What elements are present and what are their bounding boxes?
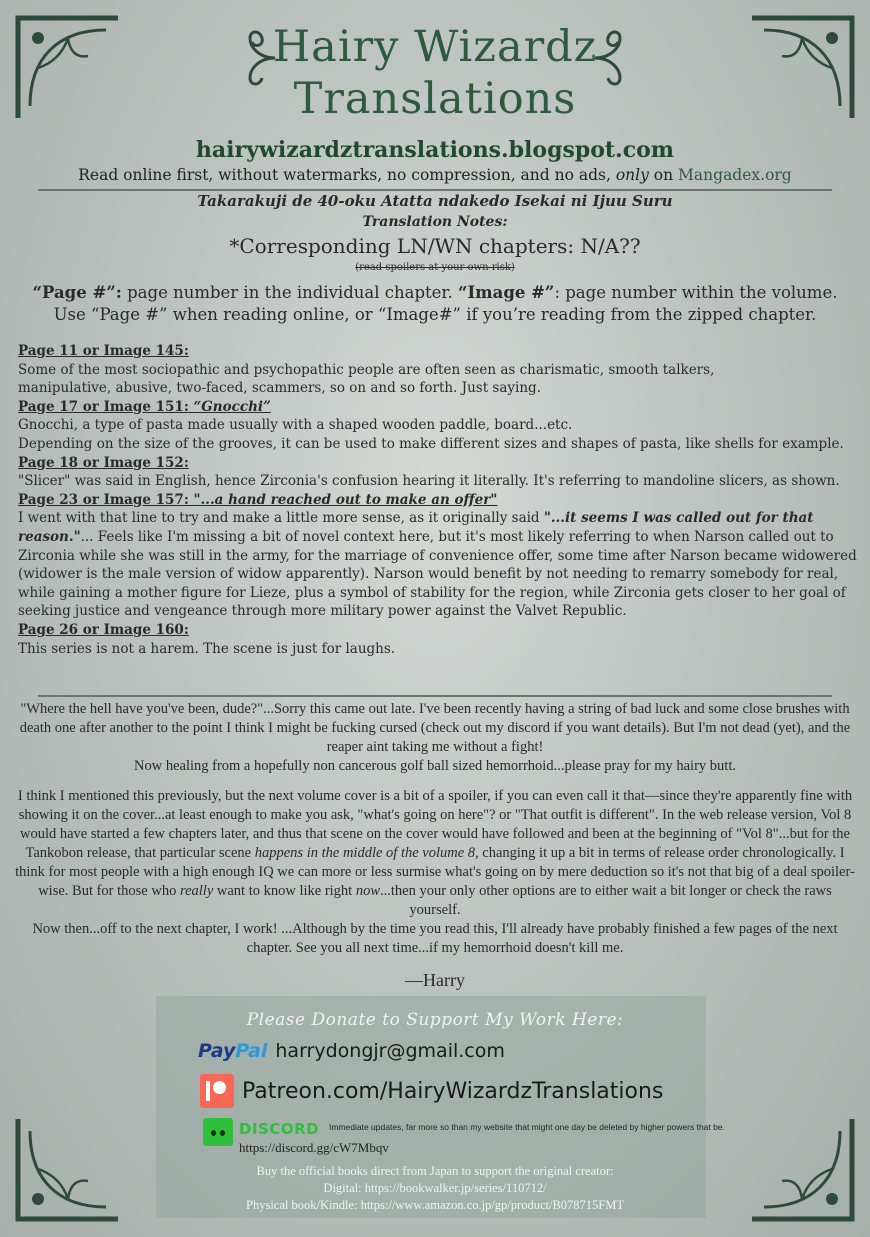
paypal-logo-b: Pal [235,1040,268,1062]
note-line: Depending on the size of the grooves, it can be used to make different sizes and shapes of pasta, like shells for example. [18,435,844,452]
letter-paragraph-2 [14,787,856,958]
signature: —Harry [405,970,465,990]
spoiler-warning: (read spoilers at your own risk) [355,262,515,273]
site-url-link[interactable]: hairywizardztranslations.blogspot.com [195,137,675,163]
note-line: Some of the most sociopathic and psychopathic people are often seen as charismatic, smooth talkers, [18,361,715,378]
note-heading [18,491,858,510]
letter-p1: "Where the hell have you've been, dude?"...Sorry this came out late. I've been recently having a string of bad luck and some close brushes with death one after another to the point I think I might be fucking cursed (check out my discord if you want details). But I'm not dead (yet), and the reaper aint taking me without a fight! [19,701,851,755]
image-label: “Image #” [457,283,555,302]
discord-row[interactable] [203,1118,723,1158]
discord-icon [203,1118,233,1146]
divider-middle [38,695,832,697]
patreon-icon [200,1074,234,1108]
letter-p2a: I think I mentioned this previously, but the next volume cover is a bit of a spoiler, if you can even call it that—since they're apparently fine with showing it on the cover...at least enough to make you ask, "what's going on here"? or "That outfit is different". In the web release version, Vol 8 would have started a few chapters later, and thus that scene on the cover would have followed and been at the beginning of "Vol 8"...but for the Tankobon release, that particular scene [17,788,853,861]
note-heading [18,621,858,640]
discord-note: Immediate updates, far more so than my website that might one day be deleted by higher powers that be. [329,1122,725,1132]
letter-p1b: Now healing from a hopefully non cancerous golf ball sized hemorrhoid...please pray for my hairy butt. [134,758,736,774]
read-online-line [0,166,870,184]
note4-post: ... Feels like I'm missing a bit of novel context here, but it's most likely referring to when Narson called out to Zirconia while she was still in the army, for the marriage of convenience offer, some time after Narson became widowered (widower is the male version of widow apparently). Narson would benefit by not needing to remarry somebody for real, while gaining a mother figure for Lieze, plus a symbol of stability for the region, while Zirconia gets closer to her goal of seeking justice and vengeance through more military power against the Valvet Republic. [18,528,857,620]
translation-notes [18,342,858,658]
discord-word: DISCORD [239,1120,320,1138]
note-line: This series is not a harem. The scene is just for laughs. [18,640,396,657]
patreon-link[interactable]: Patreon.com/HairyWizardzTranslations [242,1078,664,1104]
note-heading-quote: “Gnocchi” [193,398,271,415]
letter-p2b: , changing it up a bit in terms of release order chronologically. I think for most people with a high enough IQ we can more or less surmise what's going on by mere deduction so it's not that big of a deal spoiler-wise. But for those who [15,845,855,899]
note-heading-text: Page 17 or Image 151: [18,398,194,415]
read-online-text: Read online first, without watermarks, no compression, and no ads, [78,166,616,184]
note-line: manipulative, abusive, two-faced, scammers, so on and so forth. Just saying. [18,380,541,397]
note4-pre: I went with that line to try and make a little more sense, as it originally said [18,510,544,527]
image-text: : page number within the volume. [554,283,838,302]
page-definition [0,282,870,326]
buy-official-section [0,1163,870,1214]
header-title-line2: Translations [293,74,577,124]
note-heading [18,454,858,473]
read-online-on: on [648,166,679,184]
read-online-only: only [615,166,649,184]
divider-top [38,189,832,191]
letter-p3: Now then...off to the next chapter, I work! ...Although by the time you read this, I'll already have probably finished a few pages of the next chapter. See you all next time...if my hemorrhoid doesn't kill me. [32,921,838,956]
note-heading-text: Page 18 or Image 152: [18,454,189,471]
note-heading-text: Page 23 or Image 157: [18,491,194,508]
translation-notes-label: Translation Notes: [362,214,508,230]
header-title-line1: Hairy Wizardz [272,22,598,72]
note-paragraph [18,509,858,621]
amazon-link[interactable]: Physical book/Kindle: https://www.amazon.co.jp/gp/product/B078715FMT [246,1198,624,1212]
note-heading [18,398,858,417]
note-heading-quote: "...a hand reached out to make an offer" [193,491,498,508]
letter-p2d: ...then your only other options are to either wait a bit longer or check the raws yourself. [380,883,832,918]
donate-title: Please Donate to Support My Work Here: [246,1010,624,1030]
letter-p2-really: really [179,883,214,899]
series-title: Takarakuji de 40-oku Atatta ndakedo Isekai ni Ijuu Suru [197,192,673,210]
bookwalker-link[interactable]: Digital: https://bookwalker.jp/series/110712/ [323,1181,547,1195]
discord-link[interactable]: https://discord.gg/cW7Mbqv [239,1140,389,1155]
note-line: "Slicer" was said in English, hence Zirconia's confusion hearing it literally. It's referring to mandoline slicers, as shown. [18,473,840,490]
page-label: “Page #”: [32,283,122,302]
note-heading-text: Page 26 or Image 160: [18,621,189,638]
note-line: Gnocchi, a type of pasta made usually with a shaped wooden paddle, board...etc. [18,417,573,434]
page-def-line2: Use “Page #” when reading online, or “Image#” if you’re reading from the zipped chapter. [53,305,817,324]
letter-p2c: want to know like right [213,883,356,899]
page-text: page number in the individual chapter. [121,283,458,302]
buy-line1: Buy the official books direct from Japan to support the original creator: [256,1164,614,1178]
letter-p2-now: now [355,883,381,899]
translator-letter [14,700,856,969]
note4-quote: "...it seems I was called out for that reason." [18,510,814,545]
mangadex-link[interactable]: Mangadex.org [678,166,792,184]
paypal-row[interactable] [198,1040,505,1062]
letter-p2-italic: happens in the middle of the volume 8 [254,845,476,861]
paypal-email[interactable]: harrydongjr@gmail.com [275,1040,505,1062]
patreon-row[interactable] [200,1074,663,1108]
chapters-line: *Corresponding LN/WN chapters: N/A?? [229,234,641,258]
note-heading [18,342,858,361]
paypal-logo-icon [198,1040,267,1062]
note-heading-text: Page 11 or Image 145: [18,343,189,359]
letter-paragraph-1 [14,700,856,776]
paypal-logo-a: Pay [198,1040,236,1062]
